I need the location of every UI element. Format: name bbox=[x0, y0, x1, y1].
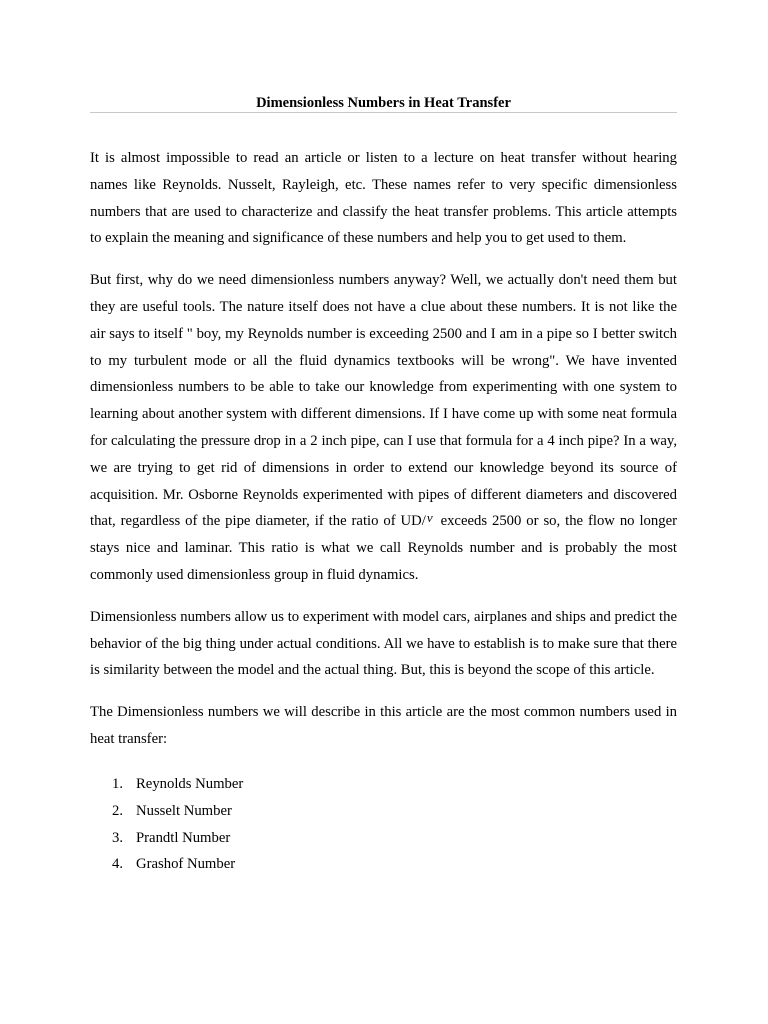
list-item-text: Grashof Number bbox=[136, 856, 236, 873]
list-item bbox=[90, 771, 677, 798]
list-item-text: Prandtl Number bbox=[136, 829, 231, 846]
paragraph-why-dimensionless bbox=[90, 267, 677, 589]
paragraph-model-experiments: Dimensionless numbers allow us to experiment with model cars, airplanes and ships and predict the behavior of the big thing under actual conditions. All we have to establish is to make sure that there is similarity between the model and the actual thing. But, this is beyond the scope of this article. bbox=[90, 608, 677, 679]
list-item-number: 2. bbox=[112, 802, 124, 819]
document-title: Dimensionless Numbers in Heat Transfer bbox=[256, 95, 511, 111]
list-item bbox=[90, 851, 677, 878]
list-item-number: 1. bbox=[112, 775, 124, 792]
list-item-text: Reynolds Number bbox=[136, 775, 244, 792]
paragraph-text-after-symbol: exceeds 2500 or so, the flow no longer stays nice and laminar. This ratio is what we call Reynolds number and is probably the most commonly used dimensionless group in fluid dynamics. bbox=[90, 513, 677, 583]
numbers-list bbox=[90, 771, 677, 879]
list-item bbox=[90, 825, 677, 852]
list-item-text: Nusselt Number bbox=[136, 802, 232, 819]
paragraph-list-intro: The Dimensionless numbers we will describe in this article are the most common numbers used in heat transfer: bbox=[90, 704, 677, 747]
paragraph-intro: It is almost impossible to read an article or listen to a lecture on heat transfer without hearing names like Reynolds. Nusselt, Rayleigh, etc. These names refer to very specific dimensionless numbers that are used to characterize and classify the heat transfer problems. This article attempts to explain the meaning and significance of these numbers and help you to get used to them. bbox=[90, 150, 677, 247]
paragraph-text-before-symbol: But first, why do we need dimensionless numbers anyway? Well, we actually don't need them but they are useful tools. The nature itself does not have a clue about these numbers. It is not like the air says to itself " boy, my Reynolds number is exceeding 2500 and I am in a pipe so I better switch to my turbulent mode or all the fluid dynamics textbooks will be wrong". We have invented dimensionless numbers to be able to take our knowledge from experimenting with one system to learning about another system with different dimensions. If I have come up with some neat formula for calculating the pressure drop in a 2 inch pipe, can I use that formula for a 4 inch pipe? In a way, we are trying to get rid of dimensions in order to extend our knowledge beyond its source of acquisition. Mr. Osborne Reynolds experimented with pipes of different diameters and discovered that, regardless of the pipe diameter, if the ratio of UD/ bbox=[90, 272, 677, 530]
list-item-number: 4. bbox=[112, 856, 124, 873]
list-item-number: 3. bbox=[112, 829, 124, 846]
list-item bbox=[90, 798, 677, 825]
title-divider bbox=[90, 112, 677, 113]
document-page bbox=[90, 0, 677, 878]
nu-symbol: ν bbox=[426, 510, 433, 526]
